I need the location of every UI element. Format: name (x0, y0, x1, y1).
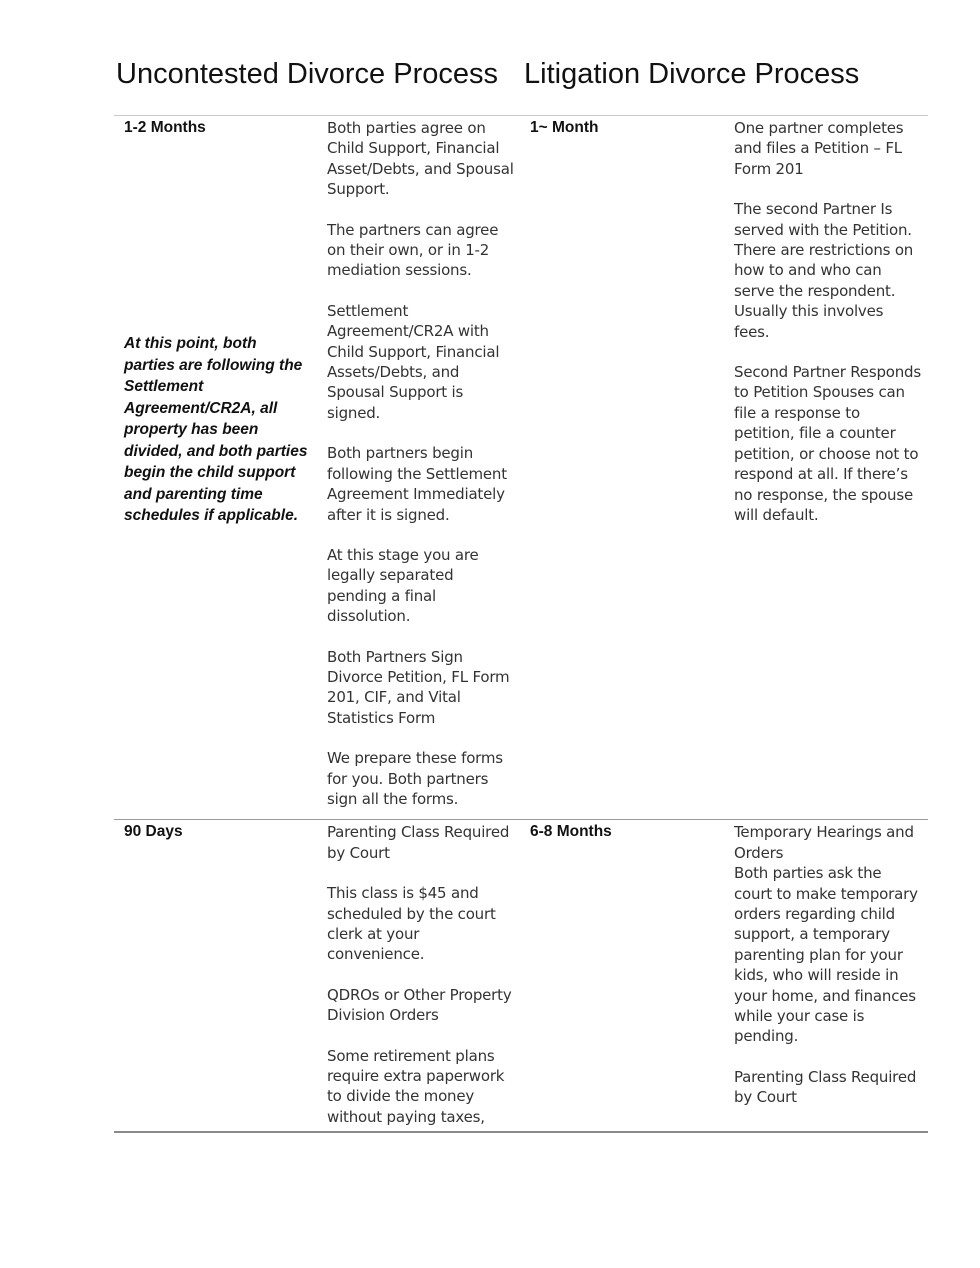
uncontested-note: At this point, both parties are following the Settlement Agreement/CR2A, all property has been divided, and both parties begin the child support and parenting time schedules if applicable. (124, 335, 308, 525)
step-text: Both partners begin following the Settlement Agreement Immediately after it is signed. (327, 444, 507, 524)
step-text: Temporary Hearings and Orders (734, 823, 914, 862)
page-headings (116, 58, 876, 102)
step-text: Some retirement plans require extra paperwork to divide the money without paying taxes, (327, 1046, 505, 1126)
litigation-steps-cell (724, 116, 928, 820)
litigation-steps-cell (724, 820, 928, 1132)
uncontested-steps-cell (317, 116, 520, 820)
litigation-heading: Litigation Divorce Process (524, 58, 860, 90)
litigation-period-cell (520, 820, 724, 1132)
step-text: Parenting Class Required by Court (327, 823, 510, 862)
uncontested-period: 1-2 Months (124, 119, 206, 136)
table-row (114, 820, 928, 1132)
uncontested-period-cell (114, 116, 317, 820)
litigation-period-cell (520, 116, 724, 820)
uncontested-heading: Uncontested Divorce Process (116, 58, 498, 90)
litigation-period: 6-8 Months (530, 823, 612, 841)
step-text: Settlement Agreement/CR2A with Child Support, Financial Assets/Debts, and Spousal Support is signed. (327, 301, 500, 422)
step-text: The second Partner Is served with the Petition. There are restrictions on how to and who can serve the respondent. Usually this involves fees. (734, 200, 914, 341)
step-text: Second Partner Responds to Petition Spouses can file a response to petition, file a counter petition, or choose not to respond at all. If there’s no response, the spouse will default. (734, 363, 921, 524)
step-text: We prepare these forms for you. Both partners sign all the forms. (327, 749, 503, 808)
step-text: Parenting Class Required by Court (734, 1067, 917, 1107)
step-text: Both parties ask the court to make temporary orders regarding child support, a temporary parenting plan for your kids, who will reside in your home, and finances while your case is pending. (734, 864, 918, 1046)
table-row (114, 116, 928, 820)
step-text: QDROs or Other Property Division Orders (327, 985, 512, 1025)
litigation-period: 1~ Month (530, 119, 599, 136)
uncontested-period-cell (114, 820, 317, 1132)
uncontested-steps-cell (317, 820, 520, 1132)
step-text: Both parties agree on Child Support, Financial Asset/Debts, and Spousal Support. (327, 119, 514, 199)
process-comparison-table (114, 115, 928, 1133)
step-text: Both Partners Sign Divorce Petition, FL Form 201, CIF, and Vital Statistics Form (327, 647, 510, 727)
step-text: The partners can agree on their own, or in 1-2 mediation sessions. (327, 220, 499, 280)
step-text: At this stage you are legally separated pending a final dissolution. (327, 545, 479, 626)
step-text: This class is $45 and scheduled by the court clerk at your convenience. (327, 884, 496, 964)
uncontested-period: 90 Days (124, 823, 183, 841)
step-text: One partner completes and files a Petition – FL Form 201 (734, 119, 904, 178)
